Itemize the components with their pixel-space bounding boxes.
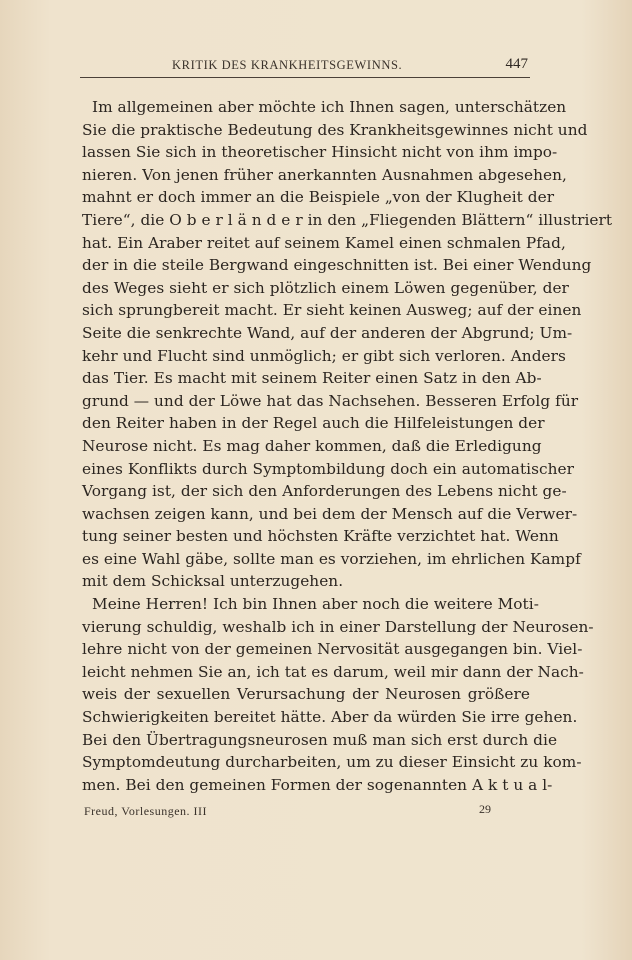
- text-line: sich sprungbereit macht. Er sieht keinen Ausweg; auf der einen: [82, 301, 582, 320]
- text-line: Schwierigkeiten bereitet hätte. Aber da würden Sie irre gehen.: [82, 708, 578, 727]
- text-line: Neurose nicht. Es mag daher kommen, daß die Erledigung: [82, 436, 542, 455]
- header-rule: [80, 77, 530, 78]
- text-line: Tiere“, die O b e r l ä n d e r in den „Fliegenden Blättern“ illustriert: [82, 210, 613, 229]
- text-line: Sie die praktische Bedeutung des Krankheitsgewinnes nicht und: [82, 120, 588, 139]
- page-number: 447: [505, 56, 528, 72]
- running-head: [80, 56, 530, 76]
- text-line: Meine Herren! Ich bin Ihnen aber noch die weitere Moti-: [92, 595, 539, 614]
- text-line: Vorgang ist, der sich den Anforderungen des Lebens nicht ge-: [82, 482, 567, 501]
- text-line: Seite die senkrechte Wand, auf der anderen der Abgrund; Um-: [82, 323, 573, 342]
- text-line: lehre nicht von der gemeinen Nervosität ausgegangen bin. Viel-: [82, 640, 583, 659]
- text-line: nieren. Von jenen früher anerkannten Ausnahmen abgesehen,: [82, 165, 567, 184]
- text-line: den Reiter haben in der Regel auch die Hilfeleistungen der: [82, 414, 545, 433]
- text-line: der in die steile Bergwand eingeschnitten ist. Bei einer Wendung: [82, 256, 592, 275]
- text-line: es eine Wahl gäbe, sollte man es vorziehen, im ehrlichen Kampf: [82, 549, 581, 568]
- text-line: Symptomdeutung durcharbeiten, um zu dieser Einsicht zu kom-: [82, 753, 582, 772]
- text-line: mit dem Schicksal unterzugehen.: [82, 572, 344, 591]
- text-line: eines Konflikts durch Symptombildung doch ein automatischer: [82, 459, 574, 478]
- text-line: weis der sexuellen Verursachung der Neurosen größere: [82, 685, 530, 704]
- text-line: grund — und der Löwe hat das Nachsehen. Besseren Erfolg für: [82, 391, 579, 410]
- running-head-title: KRITIK DES KRANKHEITSGEWINNS.: [172, 58, 403, 72]
- sheet-number: 29: [479, 802, 491, 816]
- text-line: men. Bei den gemeinen Formen der sogenannten A k t u a l-: [82, 775, 553, 794]
- text-line: vierung schuldig, weshalb ich in einer Darstellung der Neurosen-: [82, 617, 594, 636]
- text-line: lassen Sie sich in theoretischer Hinsicht nicht von ihm impo-: [82, 143, 558, 162]
- footer-signature: Freud, Vorlesungen. III: [84, 804, 208, 818]
- text-line: mahnt er doch immer an die Beispiele „von der Klugheit der: [82, 188, 555, 207]
- text-line: wachsen zeigen kann, und bei dem der Mensch auf die Verwer-: [82, 504, 578, 523]
- text-line: das Tier. Es macht mit seinem Reiter einen Satz in den Ab-: [82, 369, 542, 388]
- text-line: Im allgemeinen aber möchte ich Ihnen sagen, unterschätzen: [92, 98, 567, 116]
- text-line: hat. Ein Araber reitet auf seinem Kamel einen schmalen Pfad,: [82, 233, 566, 252]
- text-line: tung seiner besten und höchsten Kräfte verzichtet hat. Wenn: [82, 527, 559, 546]
- text-line: kehr und Flucht sind unmöglich; er gibt sich verloren. Anders: [82, 346, 566, 365]
- text-line: Bei den Übertragungsneurosen muß man sich erst durch die: [82, 730, 558, 749]
- text-line: des Weges sieht er sich plötzlich einem Löwen gegenüber, der: [82, 278, 569, 297]
- text-line: leicht nehmen Sie an, ich tat es darum, weil mir dann der Nach-: [82, 662, 584, 681]
- body-text: [82, 96, 613, 796]
